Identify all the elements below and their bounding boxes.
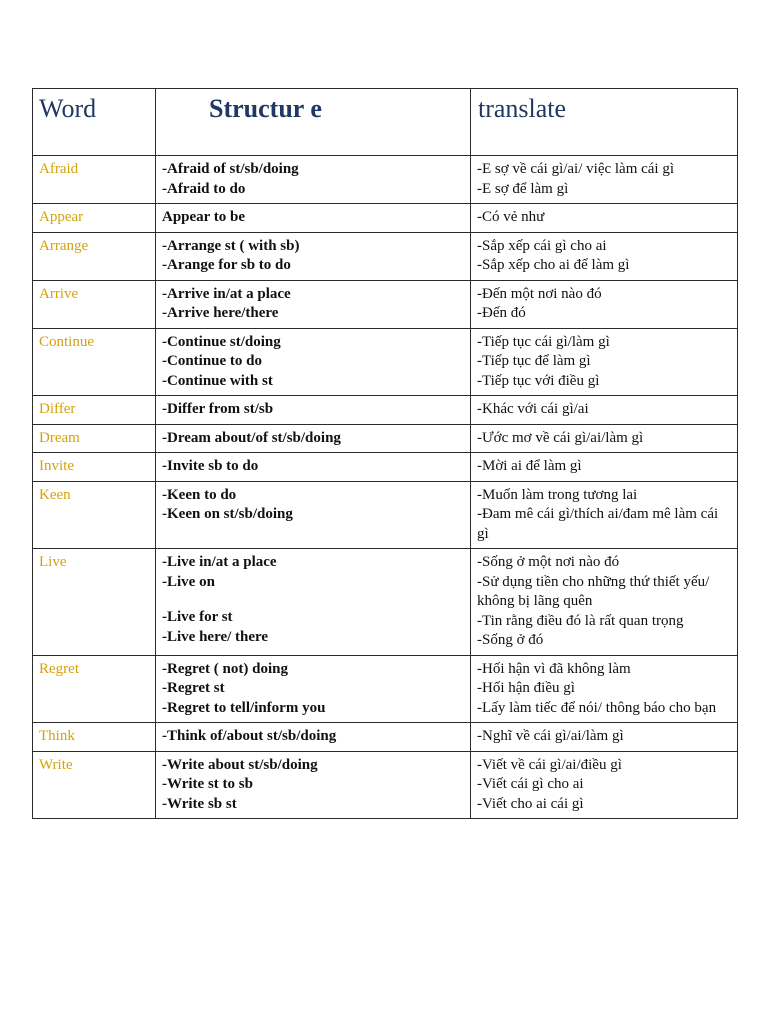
structure-line: -Continue st/doing [162,333,281,350]
structure-line: -Think of/about st/sb/doing [162,728,337,744]
table-row [33,424,738,453]
structure-cell [156,424,471,453]
header-word: Word [33,89,156,156]
structure-line: -Dream about/of st/sb/doing [162,429,341,446]
structure-line: -Afraid of st/sb/doing [162,161,299,177]
table-row [33,328,738,396]
table-row [33,453,738,482]
table-row [33,156,738,204]
translation-line: -Đam mê cái gì/thích ai/đam mê làm cái gì [477,506,719,542]
table-row [33,655,738,723]
table-row [33,751,738,819]
table-row [33,204,738,233]
table-row [33,396,738,425]
structure-line: -Arrange st ( with sb) [162,237,300,254]
translation-cell [471,481,738,549]
structure-line: -Arange for sb to do [162,257,291,273]
structure-cell [156,204,471,233]
translation-line: -Muốn làm trong tương lai [477,486,638,503]
translation-cell [471,655,738,723]
translation-line: -Sử dụng tiền cho những thứ thiết yếu/ không bị lãng quên [477,573,710,609]
structure-line: -Continue with st [162,372,273,389]
word-cell: Arrive [33,280,156,328]
table-row [33,481,738,549]
translation-line: -Hối hận vì đã không làm [477,660,631,677]
translation-cell [471,280,738,328]
translation-cell [471,396,738,425]
translation-line: -Nghĩ về cái gì/ai/làm gì [477,728,624,744]
word-cell: Differ [33,396,156,425]
translation-line: -Khác với cái gì/ai [477,401,589,417]
structure-line: -Invite sb to do [162,458,259,474]
structure-line: -Write st to sb [162,776,253,792]
structure-line: -Live for st [162,609,233,625]
translation-line: -Tiếp tục để làm gì [477,353,591,369]
translation-cell [471,156,738,204]
translation-line: -Đến đó [477,305,526,321]
word-cell: Keen [33,481,156,549]
word-cell: Afraid [33,156,156,204]
structure-cell [156,481,471,549]
structure-cell [156,723,471,752]
translation-line: -Viết cho ai cái gì [477,795,584,812]
word-cell: Regret [33,655,156,723]
vocabulary-table [32,88,738,819]
structure-line: -Regret st [162,680,225,696]
translation-line: -Sắp xếp cho ai để làm gì [477,257,630,273]
structure-cell [156,396,471,425]
structure-cell [156,328,471,396]
structure-line: -Write sb st [162,795,237,812]
word-cell: Dream [33,424,156,453]
translation-line: -Mời ai để làm gì [477,458,582,474]
structure-line: -Regret ( not) doing [162,660,288,677]
translation-cell [471,751,738,819]
word-cell: Write [33,751,156,819]
translation-line: -Viết cái gì cho ai [477,776,584,792]
header-translate: translate [471,89,738,156]
structure-cell [156,549,471,656]
structure-line: -Keen to do [162,486,237,503]
translation-line: -Lấy làm tiếc để nói/ thông báo cho bạn [477,699,717,716]
table-row [33,232,738,280]
translation-line: -Có vẻ như [477,209,545,225]
translation-cell [471,424,738,453]
structure-line: -Afraid to do [162,180,246,197]
structure-cell [156,280,471,328]
structure-cell [156,156,471,204]
word-cell: Think [33,723,156,752]
structure-line: -Arrive here/there [162,305,279,321]
structure-line: -Arrive in/at a place [162,285,291,302]
structure-cell [156,655,471,723]
translation-cell [471,549,738,656]
word-cell: Arrange [33,232,156,280]
structure-line [162,592,464,608]
translation-line: -Viết về cái gì/ai/điều gì [477,756,622,773]
structure-line: -Live on [162,573,215,590]
structure-line: -Keen on st/sb/doing [162,506,293,522]
structure-line: Appear to be [162,209,246,225]
translation-line: -Sắp xếp cái gì cho ai [477,237,607,254]
table-row [33,549,738,656]
translation-line: -Tiếp tục với điều gì [477,372,600,389]
structure-line: -Live here/ there [162,628,269,645]
translation-line: -E sợ để làm gì [477,180,569,197]
translation-line: -Tiếp tục cái gì/làm gì [477,333,610,350]
translation-cell [471,723,738,752]
structure-line: -Write about st/sb/doing [162,756,318,773]
word-cell: Continue [33,328,156,396]
structure-cell [156,232,471,280]
translation-line: -Sống ở đó [477,632,544,648]
structure-cell [156,453,471,482]
table-row [33,723,738,752]
translation-line: -Ước mơ về cái gì/ai/làm gì [477,429,644,446]
translation-line: -E sợ về cái gì/ai/ việc làm cái gì [477,161,675,177]
translation-line: -Hối hận điều gì [477,680,575,696]
translation-cell [471,328,738,396]
structure-line: -Differ from st/sb [162,401,274,417]
translation-line: -Sống ở một nơi nào đó [477,554,620,570]
translation-cell [471,204,738,233]
structure-cell [156,751,471,819]
header-structure: Structur e [156,89,471,156]
translation-line: -Tin rằng điều đó là rất quan trọng [477,612,684,629]
word-cell: Invite [33,453,156,482]
translation-cell [471,453,738,482]
translation-cell [471,232,738,280]
table-header-row [33,89,738,156]
word-cell: Live [33,549,156,656]
translation-line: -Đến một nơi nào đó [477,285,602,302]
structure-line: -Continue to do [162,353,263,369]
structure-line: -Regret to tell/inform you [162,699,326,716]
table-row [33,280,738,328]
structure-line: -Live in/at a place [162,554,277,570]
word-cell: Appear [33,204,156,233]
